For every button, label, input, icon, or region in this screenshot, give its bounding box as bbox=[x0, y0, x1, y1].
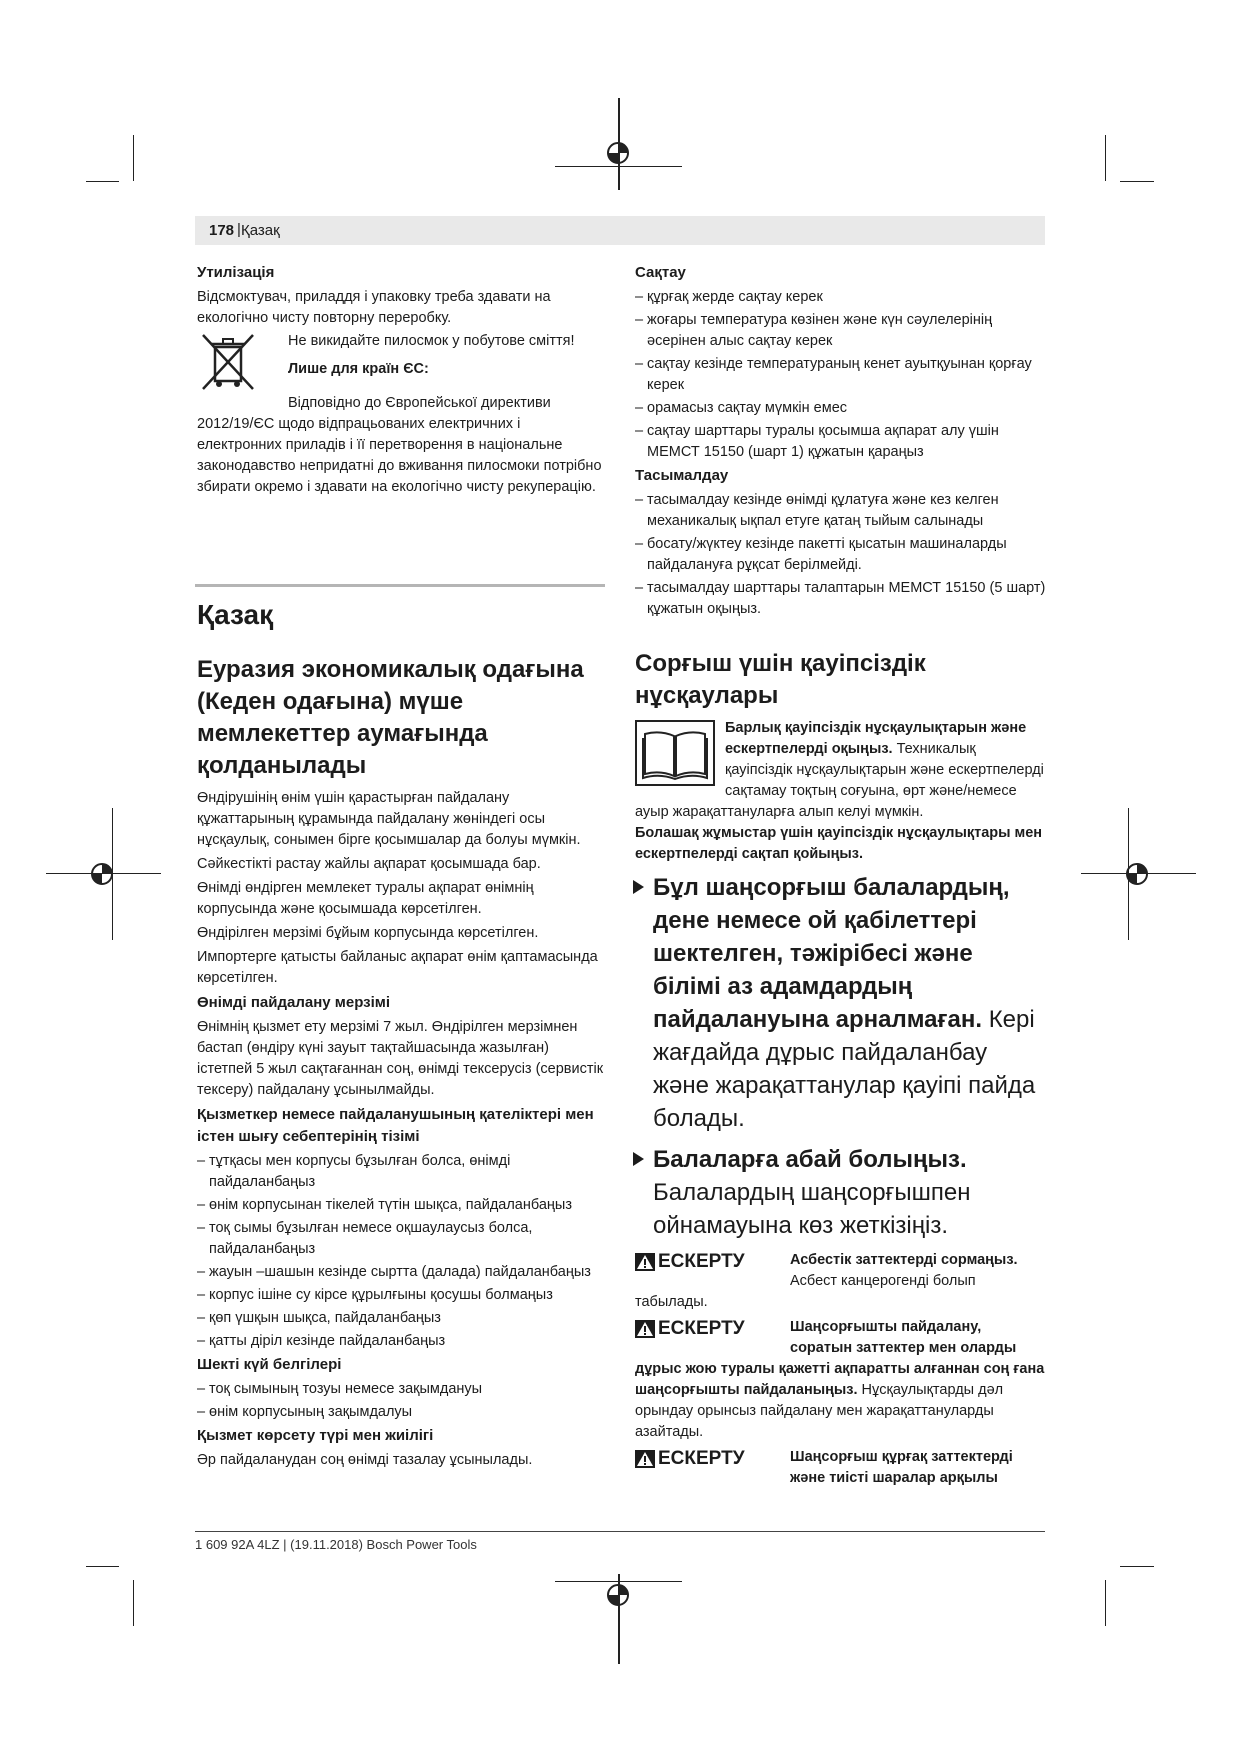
footer-rule bbox=[195, 1531, 1045, 1532]
list-item: – жауын –шашын кезінде сыртта (далада) пайдаланбаңыз bbox=[197, 1264, 591, 1280]
warning-asbestos bbox=[635, 1250, 1047, 1292]
list-item: – өнім корпусынан тікелей түтін шықса, пайдаланбаңыз bbox=[197, 1197, 572, 1213]
disposal-block bbox=[197, 331, 607, 393]
warning-label: ЕСКЕРТУ bbox=[635, 1317, 790, 1341]
disposal-text: Відсмоктувач, приладдя і упаковку треба здавати на екологічно чисту повторну переробку. bbox=[197, 289, 551, 326]
eu-text-intro: Відповідно до Європейської директиви bbox=[288, 395, 551, 411]
list-item: – корпус ішіне су кірсе құрылғыны қосушы болмаңыз bbox=[197, 1287, 553, 1303]
bullet-supervise-children bbox=[635, 1143, 1047, 1242]
read-manual-block bbox=[635, 718, 1047, 823]
crop-mark bbox=[1105, 1580, 1106, 1626]
warning-bold-text: Шаңсорғыш құрғақ заттектерді және тиісті шаралар арқылы bbox=[790, 1449, 1013, 1486]
warning-bold-text: дұрыс жою туралы қажетті ақпаратты алғаннан соң ғана шаңсорғышты пайдаланыңыз. bbox=[635, 1361, 1045, 1398]
crop-mark bbox=[133, 135, 134, 181]
service-life-heading: Өнімді пайдалану мерзімі bbox=[197, 994, 391, 1011]
eu-text: 2012/19/ЄС щодо відпрацьованих електричних і електронних приладів і її перетворення в національне законодавство непридатні до вживання пилосмоки потрібно збирати окремо і здавати на екологічно чисту рекуперацію. bbox=[197, 416, 602, 495]
list-item: – орамасыз сақтау мүмкін емес bbox=[635, 400, 848, 416]
errors-list bbox=[197, 1151, 607, 1352]
page-number: 178 bbox=[209, 222, 235, 239]
crossed-bin-icon bbox=[197, 331, 259, 393]
list-item: – өнім корпусының зақымдалуы bbox=[197, 1404, 413, 1420]
storage-heading: Сақтау bbox=[635, 264, 686, 281]
left-column bbox=[197, 262, 607, 501]
paragraph: Сәйкестікті растау жайлы ақпарат қосымшада бар. bbox=[197, 856, 541, 872]
list-item: – босату/жүктеу кезінде пакетті қысатын машиналарды пайдалануға рұқсат берілмейді. bbox=[635, 536, 1007, 573]
crop-mark bbox=[133, 1580, 134, 1626]
bullet-bold-text: Бұл шаңсорғыш балалардың, дене немесе ой қабілеттері шектелген, тәжірібесі және білімі аз адамдардың пайдалануына арналмаған. bbox=[653, 874, 1010, 1033]
warning-text: Асбест канцерогенді болып bbox=[790, 1273, 976, 1289]
warning-triangle-icon bbox=[635, 1320, 655, 1338]
list-item: – сақтау шарттары туралы қосымша ақпарат алу үшін МЕМСТ 15150 (шарт 1) құжатын қараңыз bbox=[635, 423, 999, 460]
list-item: – тұтқасы мен корпусы бұзылған болса, өнімді пайдаланбаңыз bbox=[197, 1153, 511, 1190]
warning-label: ЕСКЕРТУ bbox=[635, 1250, 790, 1274]
list-item: – қөп үшқын шықса, пайдаланбаңыз bbox=[197, 1310, 441, 1326]
service-life-text: Өнімнің қызмет ету мерзімі 7 жыл. Өндірілген мерзімнен бастап (өндіру күні зауыт тақтайшасында жазылған) істетпей 5 жыл сақтағаннан соң, өнімді тексерусіз (сервистік тексеру) пайдалану ұсынылмайды. bbox=[197, 1019, 604, 1098]
registration-target-icon bbox=[89, 861, 115, 887]
disposal-heading: Утилізація bbox=[197, 264, 275, 281]
paragraph: Импортерге қатысты байланыс ақпарат өнім қаптамасында көрсетілген. bbox=[197, 949, 598, 986]
bullet-triangle-icon bbox=[633, 1152, 644, 1166]
footer-text: 1 609 92A 4LZ | (19.11.2018) Bosch Power Tools bbox=[195, 1537, 477, 1552]
list-item: – тасымалдау шарттары талаптарын МЕМСТ 15150 (5 шарт) құжатын оқыңыз. bbox=[635, 580, 1046, 617]
storage-list bbox=[635, 287, 1047, 463]
eu-heading: Лише для країн ЄС: bbox=[288, 361, 429, 377]
list-item: – қатты діріл кезінде пайдаланбаңыз bbox=[197, 1333, 446, 1349]
read-instructions-bold: Барлық қауіпсіздік нұсқаулықтарын және ескертпелерді оқыңыз. bbox=[725, 720, 1027, 757]
bullet-text: Кері жағдайда дұрыс пайдаланбау және жарақаттанулар қауіпі пайда болады. bbox=[653, 1006, 1036, 1132]
bullet-triangle-icon bbox=[633, 880, 644, 894]
service-type-text: Әр пайдаланудан соң өнімді тазалау ұсынылады. bbox=[197, 1452, 533, 1468]
warning-bold-text: Асбестік заттектерді сормаңыз. bbox=[790, 1252, 1018, 1268]
list-item: – сақтау кезінде температураның кенет ауытқуынан қорғау керек bbox=[635, 356, 1032, 393]
kazakh-section bbox=[197, 598, 607, 1474]
keep-instructions: Болашақ жұмыстар үшін қауіпсіздік нұсқаулықтары мен ескертпелерді сақтап қойыңыз. bbox=[635, 825, 1043, 862]
transport-list bbox=[635, 490, 1047, 620]
registration-target-icon bbox=[1124, 861, 1150, 887]
header-language: Қазақ bbox=[241, 222, 280, 239]
crop-mark bbox=[86, 181, 119, 182]
section-title: Қазақ bbox=[197, 599, 274, 630]
paragraph: Өндірілген мерзімі бұйым корпусында көрсетілген. bbox=[197, 925, 539, 941]
registration-target-icon bbox=[605, 1582, 631, 1608]
list-item: – тасымалдау кезінде өнімді құлатуға және кез келген механикалық ықпал етуге қатаң тыйым салынады bbox=[635, 492, 999, 529]
paragraph: Өнімді өндірген мемлекет туралы ақпарат өнімнің корпусында және қосымшада көрсетілген. bbox=[197, 880, 534, 917]
bullet-bold-text: Балаларға абай болыңыз. bbox=[653, 1146, 967, 1173]
warning-label: ЕСКЕРТУ bbox=[635, 1447, 790, 1471]
limit-heading: Шекті күй белгілері bbox=[197, 1356, 342, 1373]
list-item: – тоқ сымының тозуы немесе зақымдануы bbox=[197, 1381, 483, 1397]
read-instructions-text: Техникалық қауіпсіздік нұсқаулықтарын және ескертпелерді сақтамау тоқтың соғуына, өрт және/немесе ауыр жарақаттануларға алып келуі мүмкін. bbox=[635, 741, 1044, 820]
right-column bbox=[635, 262, 1047, 1489]
warning-text-tail: табылады. bbox=[635, 1294, 708, 1310]
errors-heading: Қызметкер немесе пайдаланушының қателіктері мен істен шығу себептерінің тізімі bbox=[197, 1106, 594, 1145]
registration-target-icon bbox=[605, 140, 631, 166]
warning-usage bbox=[635, 1317, 1047, 1359]
limit-list bbox=[197, 1379, 607, 1423]
header-separator: | bbox=[237, 221, 241, 238]
eurasia-heading: Еуразия экономикалық одағына (Кеден одағына) мүше мемлекеттер аумағында қолданылады bbox=[197, 656, 584, 779]
list-item: – жоғары температура көзінен және күн сәулелерінің әсерінен алыс сақтау керек bbox=[635, 312, 993, 349]
safety-heading: Сорғыш үшін қауіпсіздік нұсқаулары bbox=[635, 650, 926, 709]
bullet-text: Балалардың шаңсорғышпен ойнамауына көз жеткізіңіз. bbox=[653, 1179, 971, 1239]
page-header bbox=[195, 216, 1045, 245]
warning-dry-substances bbox=[635, 1447, 1047, 1489]
paragraph: Өндірушінің өнім үшін қарастырған пайдалану құжаттарының құрамында пайдалану жөніндегі осы нұсқаулық, сонымен бірге қосымшалар да болуы мүмкін. bbox=[197, 790, 581, 848]
disposal-trash-note: Не викидайте пилосмок у побутове сміття! bbox=[288, 333, 575, 349]
list-item: – тоқ сымы бұзылған немесе оқшаулаусыз болса, пайдаланбаңыз bbox=[197, 1220, 533, 1257]
crop-mark bbox=[86, 1566, 119, 1567]
manual-book-icon bbox=[635, 720, 715, 786]
warning-triangle-icon bbox=[635, 1450, 655, 1468]
crop-mark bbox=[1120, 181, 1154, 182]
bullet-children bbox=[635, 871, 1047, 1135]
warning-triangle-icon bbox=[635, 1253, 655, 1271]
list-item: – құрғақ жерде сақтау керек bbox=[635, 289, 823, 305]
section-divider bbox=[195, 584, 605, 587]
crop-mark bbox=[555, 166, 682, 167]
crop-mark bbox=[1105, 135, 1106, 181]
warning-bold-text: Шаңсорғышты пайдалану, соратын заттектер мен оларды bbox=[790, 1319, 1017, 1356]
transport-heading: Тасымалдау bbox=[635, 467, 729, 484]
crop-mark bbox=[1120, 1566, 1154, 1567]
service-type-heading: Қызмет көрсету түрі мен жиілігі bbox=[197, 1427, 434, 1444]
warning-text: Нұсқаулықтарды дәл орындау орынсыз пайдалану мен жарақаттануларды азайтады. bbox=[635, 1382, 1004, 1440]
